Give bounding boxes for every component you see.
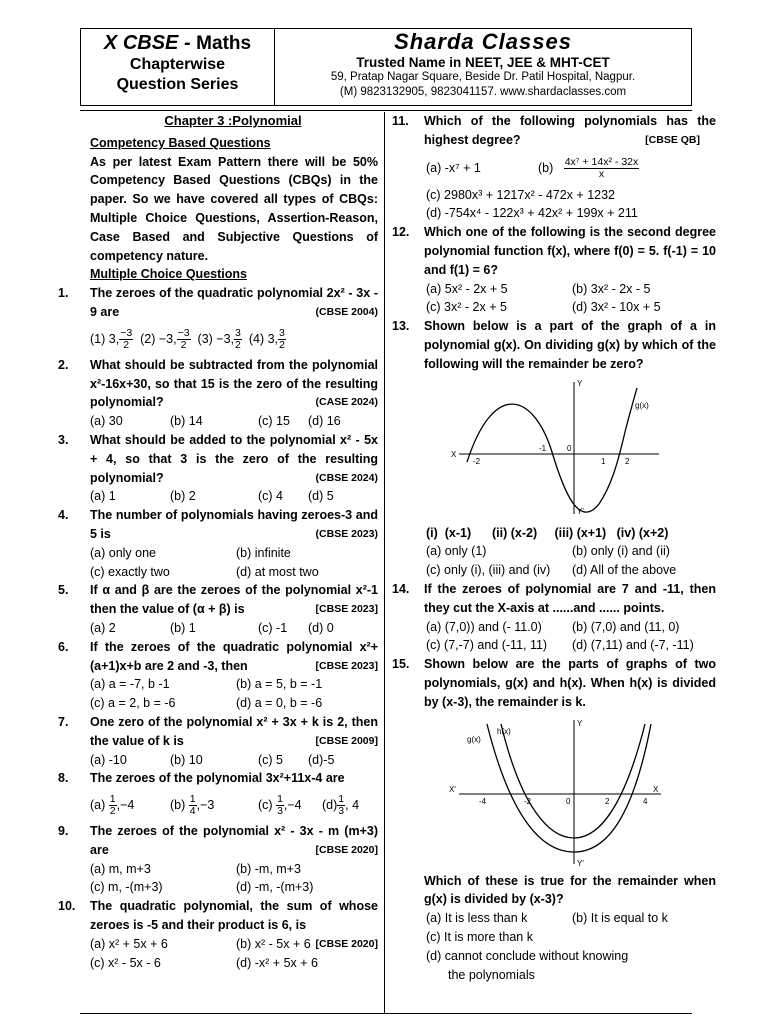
option-d: (d) a = 0, b = -6 (236, 696, 323, 711)
option-a: (a) only one (90, 545, 157, 560)
q13-options-1 (392, 542, 716, 561)
q-text: Which of the following polynomials has the highest degree? (424, 114, 716, 147)
x-axis-label: X (451, 449, 457, 459)
tick-2: 2 (605, 796, 610, 806)
tick-0: 0 (567, 443, 572, 453)
q13-options-2 (392, 561, 716, 580)
contact: (M) 9823132905, 9823041157. www.shardaclasses.com (339, 86, 627, 98)
denominator: x (598, 167, 605, 180)
h-curve (501, 724, 645, 838)
right-column (392, 112, 716, 984)
q-tag: (CASE 2024) (315, 396, 378, 409)
option-c: (c) It is more than k (426, 929, 533, 944)
numerator: 1 (338, 793, 345, 806)
option-a: (a) a = -7, b -1 (90, 677, 170, 692)
q-text: If α and β are the zeroes of the polynomial x²-1 then the value of (α + β) is (90, 583, 378, 617)
q15-graph (439, 712, 669, 872)
q-tag: (CBSE 2004) (315, 305, 378, 318)
q-number: 12. (392, 225, 410, 240)
q-tag: [CBSE 2023] (315, 603, 378, 616)
fraction (109, 794, 117, 817)
option-d: (d)-5 (308, 752, 335, 767)
q10-options-1 (58, 935, 378, 954)
question-14 (392, 580, 716, 618)
option-a (90, 788, 134, 822)
option-rest: , 4 (345, 798, 360, 813)
option-c: (c) 4 (258, 489, 283, 504)
q1-options (58, 322, 378, 356)
curve-label: g(x) (635, 400, 649, 410)
question-11 (392, 112, 716, 150)
q8-options (58, 788, 378, 822)
tick--4: -4 (479, 796, 487, 806)
q-number: 1. (58, 286, 69, 301)
h-label: h(x) (497, 726, 511, 736)
q-number: 7. (58, 714, 69, 729)
numerator: −3 (177, 326, 190, 339)
q-text: The number of polynomials having zeroes-3 and 5 is (90, 508, 378, 541)
question-13 (392, 317, 716, 373)
question-7 (58, 713, 378, 751)
series-line1: Chapterwise (129, 56, 226, 73)
option-d: (d) cannot conclude without knowing (426, 948, 629, 963)
option-c: (c) 15 (258, 414, 290, 429)
option-d: (d) (7,11) and (-7, -11) (572, 638, 694, 653)
option-b: (b) 2 (170, 489, 196, 504)
y-axis-label-neg: Y' (577, 858, 584, 868)
y-axis-label-neg: Y' (577, 506, 584, 516)
address: 59, Pratap Nagar Square, Beside Dr. Patil Hospital, Nagpur. (330, 71, 636, 83)
option-a: (a) 30 (90, 414, 123, 429)
option: (1) 3, (90, 331, 120, 346)
option-a: (a) It is less than k (426, 911, 528, 926)
y-axis-label: Y (577, 718, 583, 728)
option-c: (c) -1 (258, 620, 288, 635)
option-c: (c) a = 2, b = -6 (90, 696, 176, 711)
numerator: 3 (279, 326, 285, 339)
tick-2: 2 (625, 456, 630, 466)
option-c: (c) 5 (258, 752, 283, 767)
option-d: (d) 0 (308, 620, 334, 635)
q-text: If the zeroes of polynomial are 7 and -11, then they cut the X-axis at ......and ...... points. (424, 581, 716, 615)
q-number: 9. (58, 824, 69, 839)
option-c: (c) only (i), (iii) and (iv) (426, 563, 551, 578)
option-b: (b) infinite (236, 545, 291, 560)
q-text: Shown below are the parts of graphs of two polynomials, g(x) and h(x). When h(x) is divided by (x-3), the remainder is k. (424, 657, 716, 709)
x-axis-label: X (653, 784, 659, 794)
tagline: Trusted Name in NEET, JEE & MHT-CET (356, 55, 610, 70)
option-b: (b) 10 (170, 752, 203, 767)
denominator: 3 (277, 805, 283, 818)
denominator: 3 (338, 805, 345, 818)
q-tag: [CBSE 2020] (315, 937, 378, 950)
q10-options-2 (58, 954, 378, 973)
question-4 (58, 506, 378, 544)
header-left (81, 29, 275, 105)
q3-options (58, 487, 378, 506)
fraction (337, 794, 345, 817)
option-d-cont: the polynomials (448, 967, 535, 982)
option-a: (a) only (1) (426, 544, 487, 559)
question-1 (58, 284, 378, 322)
denominator: 2 (123, 338, 130, 351)
option-c (258, 788, 302, 822)
chapter-title: Chapter 3 :Polynomial (164, 113, 302, 128)
option-b: (b) 14 (170, 414, 203, 429)
option-a: (a) x² + 5x + 6 (90, 936, 168, 951)
q5-options (58, 619, 378, 638)
q6-options-2 (58, 694, 378, 713)
q-number: 15. (392, 657, 410, 672)
option: (4) 3, (248, 331, 279, 346)
option-a: (a) 1 (90, 489, 116, 504)
question-8 (58, 769, 378, 788)
q4-options-2 (58, 563, 378, 582)
q9-options-2 (58, 878, 378, 897)
question-10 (58, 897, 378, 935)
q14-options-1 (392, 618, 716, 637)
option-b: (b) x² - 5x + 6 (236, 936, 311, 951)
tick--2: -2 (473, 456, 481, 466)
q-text: What should be subtracted from the polynomial x²-16x+30, so that 15 is the zero of the resulting polynomial? (90, 357, 378, 410)
q-number: 5. (58, 583, 69, 598)
option-a: (a) (7,0)) and (- 11.0) (426, 619, 542, 634)
q11-options-ab (392, 150, 716, 186)
option-a: (a) 2 (90, 620, 116, 635)
option-d: (d) 3x² - 10x + 5 (572, 300, 661, 315)
option-d: (d) at most two (236, 564, 319, 579)
q-tag: [CBSE 2020] (315, 843, 378, 856)
option-b: (b) (7,0) and (11, 0) (572, 619, 680, 634)
option-a: (a) -10 (90, 752, 127, 767)
q-text: The zeroes of the quadratic polynomial 2x² - 3x - 9 are (90, 286, 378, 319)
header-right (275, 29, 691, 105)
tick-4: 4 (643, 796, 648, 806)
denominator: 4 (189, 805, 196, 818)
option-b (538, 150, 639, 186)
option-d (322, 788, 359, 822)
option-b: (b) -m, m+3 (236, 861, 301, 876)
left-column (58, 112, 378, 972)
option-d: (d) 16 (308, 414, 341, 429)
q-number: 10. (58, 899, 76, 914)
q-tag: (CBSE 2023) (315, 527, 378, 540)
bottom-rule (80, 1013, 692, 1014)
q-number: 3. (58, 432, 69, 447)
option-c: (c) x² - 5x - 6 (90, 955, 161, 970)
q12-options-2 (392, 298, 716, 317)
numerator: 1 (189, 793, 196, 806)
q15-options-1 (392, 909, 716, 928)
q-text: One zero of the polynomial x² + 3x + k is 2, then the value of k is (90, 714, 378, 748)
tick-0: 0 (566, 796, 571, 806)
denominator: 2 (109, 805, 116, 818)
q-text: The quadratic polynomial, the sum of whose zeroes is -5 and their product is 6, is (90, 899, 378, 933)
q-tag: [CBSE 2023] (315, 659, 378, 672)
option-label: (b) (538, 160, 554, 175)
column-divider (384, 112, 385, 1014)
course-code: X CBSE - (103, 32, 197, 54)
option-d: (d) All of the above (572, 563, 677, 578)
numerator: 4x⁷ + 14x² - 32x (564, 155, 639, 168)
q6-options-1 (58, 675, 378, 694)
denominator: 2 (279, 338, 285, 351)
option-a: (a) -x⁷ + 1 (426, 160, 481, 175)
question-9 (58, 822, 378, 860)
option-rest: ,−4 (116, 798, 135, 813)
option-rest: ,−3 (196, 798, 215, 813)
q-text: Which one of the following is the second degree polynomial function f(x), where f(0) = 5. f(-1) = 10 and f(1) = 6? (424, 225, 716, 277)
g-curve (467, 388, 637, 512)
fraction (564, 157, 640, 180)
q-number: 14. (392, 581, 410, 596)
subject: Maths (196, 33, 252, 54)
option-b (170, 788, 214, 822)
q-tag: (CBSE 2024) (315, 471, 378, 484)
tick--1: -1 (539, 443, 547, 453)
option: (3) −3, (197, 331, 235, 346)
q12-options-1 (392, 280, 716, 299)
question-12 (392, 223, 716, 279)
q-number: 4. (58, 508, 69, 523)
denominator: 2 (180, 338, 187, 351)
question-2 (58, 356, 378, 412)
q2-options (58, 412, 378, 431)
q13-graph (439, 374, 669, 524)
option-a: (a) m, m+3 (90, 861, 151, 876)
option-c: (c) 3x² - 2x + 5 (426, 300, 507, 315)
top-rule (80, 110, 692, 111)
q15-question: Which of these is true for the remainder when g(x) is divided by (x-3)? (424, 873, 716, 907)
option-b: (b) It is equal to k (572, 911, 668, 926)
g-label: g(x) (467, 734, 481, 744)
tick--2: -2 (524, 796, 532, 806)
q-text: Shown below is a part of the graph of a in polynomial g(x). On dividing g(x) by which of the following will the remainder be zero? (424, 319, 716, 371)
numerator: −3 (120, 326, 133, 339)
option-c: (c) (7,-7) and (-11, 11) (426, 638, 548, 653)
intro-heading: Competency Based Questions (90, 135, 271, 150)
q4-options-1 (58, 544, 378, 563)
q-number: 2. (58, 357, 69, 372)
option-label: (b) (170, 798, 186, 813)
fraction (234, 328, 242, 351)
option-label: (a) (90, 798, 106, 813)
q13-choices: (i) (x-1) (ii) (x-2) (iii) (x+1) (iv) (x+2) (426, 525, 669, 540)
series-line2: Question Series (116, 76, 239, 93)
course-title (81, 32, 274, 55)
q-text: What should be added to the polynomial x² - 5x + 4, so that 3 is the zero of the resulting polynomial? (90, 432, 378, 485)
fraction (278, 328, 286, 351)
q14-options-2 (392, 636, 716, 655)
question-6 (58, 638, 378, 676)
q-number: 8. (58, 771, 69, 786)
q-tag: [CBSE 2009] (315, 734, 378, 747)
numerator: 3 (235, 326, 241, 339)
fraction (119, 328, 133, 351)
q-text: The zeroes of the polynomial 3x²+11x-4 are (90, 771, 345, 786)
fraction (177, 328, 191, 351)
question-15 (392, 655, 716, 711)
option-b: (b) only (i) and (ii) (572, 544, 670, 559)
option-b: (b) 3x² - 2x - 5 (572, 281, 651, 296)
x-axis-label-neg: X' (449, 784, 456, 794)
mcq-heading: Multiple Choice Questions (90, 267, 247, 282)
option-d: (d) -m, -(m+3) (236, 880, 314, 895)
option-c: (c) 2980x³ + 1217x² - 472x + 1232 (426, 187, 616, 202)
question-3 (58, 431, 378, 487)
denominator: 2 (235, 338, 241, 351)
numerator: 1 (109, 793, 116, 806)
g-curve (487, 724, 651, 852)
option-label: (c) (258, 798, 273, 813)
q-tag: [CBSE QB] (645, 133, 700, 146)
q-number: 11. (392, 114, 409, 128)
tick-1: 1 (601, 456, 606, 466)
intro-text: As per latest Exam Pattern there will be 50% Competency Based Questions (CBQs) in the paper. So we have covered all types of CBQs: Multiple Choice Questions, Assertion-Reason, Case Based and Subjective Questions of competency nature. (90, 154, 378, 263)
option-c: (c) m, -(m+3) (90, 880, 163, 895)
option-c: (c) exactly two (90, 564, 170, 579)
q-number: 13. (392, 319, 410, 334)
y-axis-label: Y (577, 378, 583, 388)
option-d: (d) 5 (308, 489, 334, 504)
option-d: (d) -x² + 5x + 6 (236, 955, 318, 970)
q7-options (58, 751, 378, 770)
q-text: If the zeroes of the quadratic polynomial x²+(a+1)x+b are 2 and -3, then (90, 639, 378, 673)
option-d: (d) -754x⁴ - 122x³ + 42x² + 199x + 211 (426, 206, 638, 221)
option-a: (a) 5x² - 2x + 5 (426, 281, 508, 296)
option: (2) −3, (140, 331, 177, 346)
header-box (80, 28, 692, 106)
option-label: (d) (322, 798, 338, 813)
fraction (276, 794, 284, 817)
brand-name: Sharda Classes (394, 29, 572, 54)
option-b: (b) 1 (170, 620, 196, 635)
fraction (189, 794, 197, 817)
q9-options-1 (58, 860, 378, 879)
question-5 (58, 581, 378, 619)
option-b: (b) a = 5, b = -1 (236, 677, 323, 692)
option-rest: ,−4 (283, 798, 302, 813)
q-number: 6. (58, 639, 69, 654)
q-text: The zeroes of the polynomial x² - 3x - m (m+3) are (90, 824, 378, 857)
numerator: 1 (277, 793, 283, 806)
